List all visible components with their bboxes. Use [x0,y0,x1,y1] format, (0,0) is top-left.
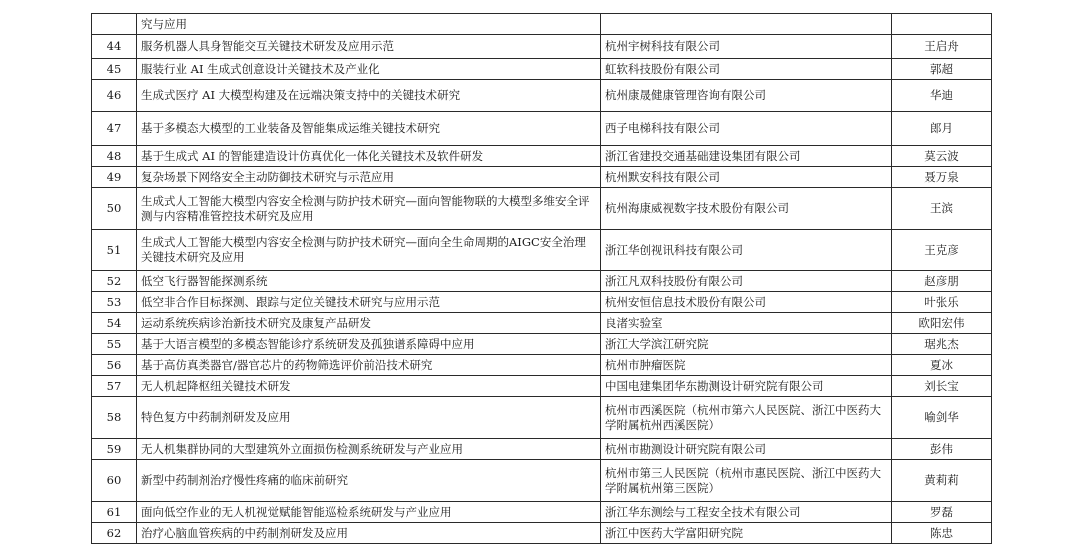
row-number: 45 [92,59,137,80]
organization-name: 虹软科技股份有限公司 [601,59,892,80]
table-row [92,59,992,80]
row-number: 58 [92,397,137,439]
organization-name: 杭州市勘测设计研究院有限公司 [601,439,892,460]
row-number: 60 [92,460,137,502]
organization-name: 杭州海康威视数字技术股份有限公司 [601,188,892,230]
table-row [92,271,992,292]
project-title: 生成式人工智能大模型内容安全检测与防护技术研究—面向智能物联的大模型多维安全评测与内容精准管控技术研究及应用 [137,188,601,230]
organization-name: 浙江华东测绘与工程安全技术有限公司 [601,502,892,523]
organization-name: 杭州安恒信息技术股份有限公司 [601,292,892,313]
row-number: 55 [92,334,137,355]
project-lead: 叶张乐 [892,292,992,313]
table-row [92,167,992,188]
project-title: 服装行业 AI 生成式创意设计关键技术及产业化 [137,59,601,80]
project-title: 复杂场景下网络安全主动防御技术研究与示范应用 [137,167,601,188]
table-row [92,146,992,167]
project-table-body [92,14,992,544]
project-lead: 黄莉莉 [892,460,992,502]
project-lead: 郭超 [892,59,992,80]
project-title: 运动系统疾病诊治新技术研究及康复产品研发 [137,313,601,334]
project-lead: 欧阳宏伟 [892,313,992,334]
project-lead: 王滨 [892,188,992,230]
organization-name: 浙江大学滨江研究院 [601,334,892,355]
project-title: 基于大语言模型的多模态智能诊疗系统研发及孤独谱系障碍中应用 [137,334,601,355]
row-number: 48 [92,146,137,167]
row-number: 44 [92,35,137,59]
row-number: 61 [92,502,137,523]
table-row [92,439,992,460]
project-title: 基于高仿真类器官/器官芯片的药物筛选评价前沿技术研究 [137,355,601,376]
table-row [92,376,992,397]
project-lead: 陈忠 [892,523,992,544]
project-lead [892,14,992,35]
organization-name [601,14,892,35]
project-lead: 喻剑华 [892,397,992,439]
row-number: 47 [92,112,137,146]
organization-name: 浙江凡双科技股份有限公司 [601,271,892,292]
table-row [92,334,992,355]
project-lead: 莫云波 [892,146,992,167]
row-number: 59 [92,439,137,460]
project-title: 低空非合作目标探测、跟踪与定位关键技术研究与应用示范 [137,292,601,313]
project-lead: 王启舟 [892,35,992,59]
organization-name: 西子电梯科技有限公司 [601,112,892,146]
project-title: 基于多模态大模型的工业装备及智能集成运维关键技术研究 [137,112,601,146]
table-row [92,80,992,112]
project-lead: 罗磊 [892,502,992,523]
project-lead: 刘长宝 [892,376,992,397]
table-row [92,35,992,59]
project-title: 究与应用 [137,14,601,35]
project-title: 基于生成式 AI 的智能建造设计仿真优化一体化关键技术及软件研发 [137,146,601,167]
project-lead: 华迪 [892,80,992,112]
project-title: 面向低空作业的无人机视觉赋能智能巡检系统研发与产业应用 [137,502,601,523]
table-row [92,230,992,271]
table-row [92,523,992,544]
table-row [92,355,992,376]
organization-name: 中国电建集团华东勘测设计研究院有限公司 [601,376,892,397]
table-row [92,397,992,439]
organization-name: 杭州宇树科技有限公司 [601,35,892,59]
project-title: 服务机器人具身智能交互关键技术研发及应用示范 [137,35,601,59]
project-lead: 琚兆杰 [892,334,992,355]
row-number: 53 [92,292,137,313]
row-number: 54 [92,313,137,334]
project-lead: 赵彦朋 [892,271,992,292]
organization-name: 浙江省建投交通基础建设集团有限公司 [601,146,892,167]
table-row [92,460,992,502]
organization-name: 良渚实验室 [601,313,892,334]
project-title: 生成式人工智能大模型内容安全检测与防护技术研究—面向全生命周期的AIGC安全治理关键技术研究及应用 [137,230,601,271]
project-table [91,13,992,544]
row-number: 57 [92,376,137,397]
project-lead: 夏冰 [892,355,992,376]
project-title: 治疗心脑血管疾病的中药制剂研发及应用 [137,523,601,544]
row-number: 62 [92,523,137,544]
organization-name: 浙江华创视讯科技有限公司 [601,230,892,271]
row-number: 50 [92,188,137,230]
table-row [92,188,992,230]
project-title: 无人机起降枢纽关键技术研发 [137,376,601,397]
organization-name: 杭州康晟健康管理咨询有限公司 [601,80,892,112]
organization-name: 杭州市西溪医院（杭州市第六人民医院、浙江中医药大学附属杭州西溪医院） [601,397,892,439]
project-lead: 王克彦 [892,230,992,271]
project-title: 生成式医疗 AI 大模型构建及在远端决策支持中的关键技术研究 [137,80,601,112]
project-title: 无人机集群协同的大型建筑外立面损伤检测系统研发与产业应用 [137,439,601,460]
table-row [92,292,992,313]
organization-name: 杭州默安科技有限公司 [601,167,892,188]
row-number: 51 [92,230,137,271]
organization-name: 浙江中医药大学富阳研究院 [601,523,892,544]
project-title: 新型中药制剂治疗慢性疼痛的临床前研究 [137,460,601,502]
project-lead: 郎月 [892,112,992,146]
project-title: 特色复方中药制剂研发及应用 [137,397,601,439]
table-row [92,313,992,334]
project-lead: 聂万泉 [892,167,992,188]
row-number: 56 [92,355,137,376]
organization-name: 杭州市肿瘤医院 [601,355,892,376]
row-number [92,14,137,35]
organization-name: 杭州市第三人民医院（杭州市惠民医院、浙江中医药大学附属杭州第三医院） [601,460,892,502]
table-row [92,112,992,146]
table-row [92,14,992,35]
table-row [92,502,992,523]
row-number: 46 [92,80,137,112]
project-lead: 彭伟 [892,439,992,460]
row-number: 52 [92,271,137,292]
project-title: 低空飞行器智能探测系统 [137,271,601,292]
row-number: 49 [92,167,137,188]
